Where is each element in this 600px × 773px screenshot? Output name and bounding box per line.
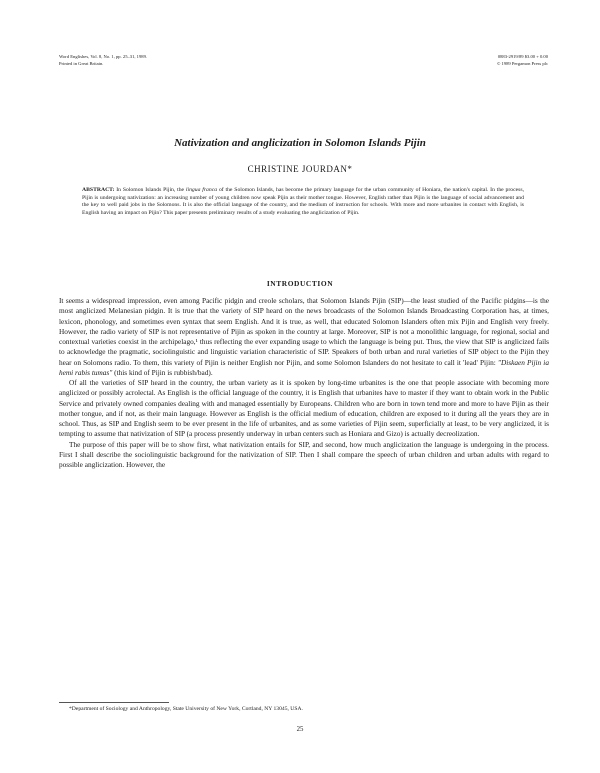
paragraph-1-text: It seems a widespread impression, even among Pacific pidgin and creole scholars, that Solomon Islands Pijin (SIP)—the least studied of the Pacific pidgins—is the most anglicized Melanesian pidgin. It is true that the variety of SIP heard on the news broadcasts of the Solomon Islands Broadcasting Corporation has, at times, lexicon, phonology, and sometimes even syntax that seem English. And it is true, as well, that educated Solomon Islanders often mix Pijin and English very freely. However, the radio variety of SIP is not representative of Pijin as spoken in the country at large. Moreover, SIP is not a monolithic language, for regional, social and contextual varieties coexist in the archipelago,¹ thus reflecting the ever expanding usage to which the language is being put. Thus, the view that SIP is anglicized fails to acknowledge the pragmatic, sociolinguistic and linguistic variation characteristic of SIP. Speakers of both urban and rural varieties of SIP object to the Pijin they hear on Solomons radio. To them, this variety of Pijin is neither English nor Pijin, and some Solomon Islanders do not hesitate to call it 'lead' Pijin: xyxy=(59,296,549,367)
paragraph-1 xyxy=(59,296,549,378)
printed-in-line: Printed in Great Britain. xyxy=(59,60,104,66)
body-text xyxy=(59,296,549,470)
journal-citation xyxy=(59,54,147,67)
abstract-text-rest: of the Solomon Islands, has become the primary language for the urban community of Honiara, the nation's capital. In the process, Pijin is undergoing nativization: an increasing number of young children now speak Pijin as their mother tongue. However, English rather than Pijin is the language of social advancement and the key to well paid jobs in the Solomons. It is also the official language of the country, and the medium of instruction for schools. With more and more urbanites in contact with English, is English having an impact on Pijin? This paper presents preliminary results of a study evaluating the anglicization of Pijin. xyxy=(82,187,524,216)
journal-citation-line: Word Englishes, Vol. 8, No. 1, pp. 25–31, 1989. xyxy=(59,54,148,59)
issn-line: 0883-2919/89 $3.00 + 0.00 xyxy=(497,54,548,59)
page-number: 25 xyxy=(296,726,304,733)
paragraph-2: Of all the varieties of SIP heard in the country, the urban variety as it is spoken by long-time urbanites is the one that people associate with becoming more anglicized or possibly acrolectal. As English is the official language of the country, it is English that urbanites have to master if they want to obtain work in the Public Service and privately owned companies dealing with and managed essentially by Europeans. Children who are born in town tend more and more to have Pijin as their mother tongue, and if not, as their main language. However as English is the official medium of education, children are exposed to it during all the years they are in school. Thus, as SIP and English seem to be ever present in the life of urbanites, and as some varieties of Pijin seem, superficially at least, to be very anglicized, it is tempting to assume that nativization of SIP (a process presently underway in urban centers such as Honiara and Gizo) is actually decreolization. xyxy=(59,378,549,439)
copyright-line: © 1989 Pergamon Press plc xyxy=(496,60,548,66)
paragraph-1-end: (this kind of Pijin is rubbish/bad). xyxy=(112,367,213,377)
author-name: CHRISTINE JOURDAN* xyxy=(247,164,353,174)
footnote-divider xyxy=(59,702,169,703)
abstract-text-start: In Solomon Islands Pijin, the xyxy=(114,187,186,193)
section-heading: INTRODUCTION xyxy=(266,279,334,288)
abstract xyxy=(82,187,524,218)
paper-title: Nativization and anglicization in Solomon Islands Pijin xyxy=(174,137,426,149)
abstract-label: ABSTRACT: xyxy=(82,187,115,193)
author-footnote: *Department of Sociology and Anthropology, State University of New York, Cortland, NY 13045, USA. xyxy=(69,706,303,712)
paragraph-3: The purpose of this paper will be to show first, what nativization entails for SIP, and second, how much anglicization the language is undergoing in the process. First I shall describe the sociolinguistic background for the nativization of SIP. Then I shall compare the speech of urban children and urban adults with regard to possible anglicization. However, the xyxy=(59,439,549,469)
pijin-quote: "Diskaen Pijin ia hemi rabis tumas" xyxy=(59,357,549,377)
publisher-info xyxy=(497,54,548,67)
abstract-lingua-franca: lingua franca xyxy=(185,187,218,193)
